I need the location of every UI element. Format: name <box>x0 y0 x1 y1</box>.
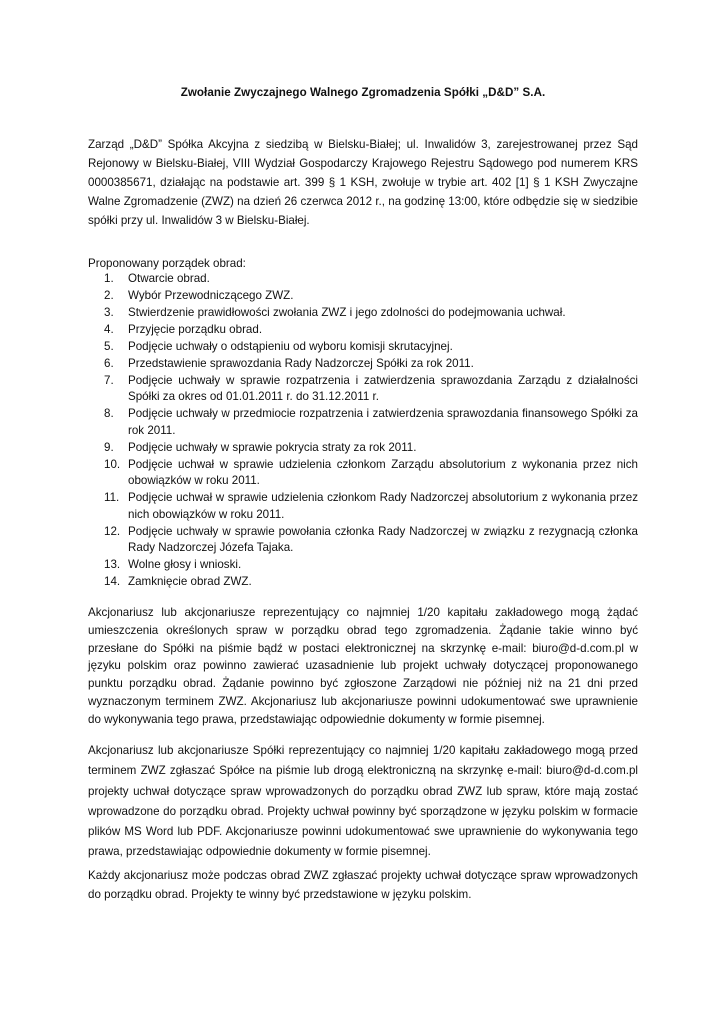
shareholder-meeting-proposals-paragraph: Każdy akcjonariusz może podczas obrad ZWZ zgłaszać projekty uchwał dotyczące spraw wprowadzonych do porządku obrad. Projekty te winny być przedstawione w języku polskim. <box>88 869 638 901</box>
agenda-item-number: 5. <box>104 340 114 353</box>
agenda-item <box>88 490 638 523</box>
agenda-item <box>88 440 638 456</box>
agenda-item <box>88 305 638 321</box>
agenda-item-number: 8. <box>104 407 114 421</box>
agenda-item-number: 11. <box>104 491 120 505</box>
agenda-item <box>88 339 638 355</box>
agenda-item-number: 12. <box>104 524 121 538</box>
agenda-item-text: Podjęcie uchwały w sprawie pokrycia straty za rok 2011. <box>128 440 417 454</box>
agenda-item-number: 13. <box>104 558 121 572</box>
agenda-item <box>88 557 638 573</box>
agenda-item <box>88 322 638 338</box>
agenda-item <box>88 373 638 406</box>
agenda-item-text: Podjęcie uchwał w sprawie udzielenia członkom Rady Nadzorczej absolutorium z wykonania przez nich obowiązków w roku 2011. <box>128 491 638 521</box>
intro-paragraph: Zarząd „D&D” Spółka Akcyjna z siedzibą w Bielsku-Białej; ul. Inwalidów 3, zarejestrowanej przez Sąd Rejonowy w Bielsku-Białej, VIII Wydział Gospodarczy Krajowego Rejestru Sądowego pod numerem KRS 0000385671, działając na podstawie art. 399 § 1 KSH, zwołuje w trybie art. 402 [1] § 1 KSH Zwyczajne Walne Zgromadzenie (ZWZ) na dzień 26 czerwca 2012 r., na godzinę 13:00, które odbędzie się w siedzibie spółki przy ul. Inwalidów 3 w Bielsku-Białej. <box>88 138 638 228</box>
agenda-label: Proponowany porządek obrad: <box>88 257 246 270</box>
agenda-item-text: Podjęcie uchwały w przedmiocie rozpatrzenia i zatwierdzenia sprawozdania finansowego Spółki za rok 2011. <box>128 407 638 437</box>
agenda-item <box>88 288 638 304</box>
agenda-item-text: Przyjęcie porządku obrad. <box>128 323 263 336</box>
agenda-item-number: 2. <box>104 289 114 302</box>
agenda-item-text: Podjęcie uchwał w sprawie udzielenia członkom Zarządu absolutorium z wykonania przez nich obowiązków w roku 2011. <box>128 457 638 488</box>
agenda-item-text: Podjęcie uchwały w sprawie powołania członka Rady Nadzorczej w związku z rezygnacją członka Rady Nadzorczej Józefa Tajaka. <box>128 524 638 555</box>
agenda-item-text: Podjęcie uchwały o odstąpieniu od wyboru komisji skrutacyjnej. <box>128 340 453 353</box>
agenda-item-number: 1. <box>104 272 114 285</box>
agenda-item-text: Podjęcie uchwały w sprawie rozpatrzenia i zatwierdzenia sprawozdania Zarządu z działalności Spółki za okres od 01.01.2011 r. do 31.12.2011 r. <box>128 374 638 404</box>
agenda-item-number: 10. <box>104 457 121 471</box>
agenda-item-number: 14. <box>104 575 121 589</box>
agenda-item <box>88 356 638 372</box>
agenda-item-number: 4. <box>104 323 114 336</box>
agenda-list <box>88 271 638 591</box>
agenda-item <box>88 574 638 590</box>
agenda-item <box>88 524 638 557</box>
agenda-item-text: Wolne głosy i wnioski. <box>128 558 242 572</box>
agenda-item <box>88 457 638 490</box>
document-title: Zwołanie Zwyczajnego Walnego Zgromadzenia Spółki „D&D” S.A. <box>180 86 546 99</box>
agenda-item-text: Wybór Przewodniczącego ZWZ. <box>128 289 294 302</box>
agenda-item-text: Zamknięcie obrad ZWZ. <box>128 575 252 589</box>
agenda-item-text: Otwarcie obrad. <box>128 272 210 285</box>
shareholder-agenda-request-paragraph: Akcjonariusz lub akcjonariusze reprezentujący co najmniej 1/20 kapitału zakładowego mogą żądać umieszczenia określonych spraw w porządku obrad tego zgromadzenia. Żądanie takie winno być przesłane do Spółki na piśmie bądź w postaci elektronicznej na skrzynkę e-mail: biuro@d-d.com.pl w języku polskim oraz powinno zawierać uzasadnienie lub projekt uchwały dotyczącej proponowanego punktu porządku obrad. Żądanie powinno być zgłoszone Zarządowi nie później niż na 21 dni przed wyznaczonym terminem ZWZ. Akcjonariusz lub akcjonariusze powinni udokumentować swe uprawnienie do wykonywania tego prawa, przedstawiając odpowiednie dokumenty w formie pisemnej. <box>88 606 638 726</box>
agenda-item <box>88 406 638 439</box>
shareholder-resolution-draft-paragraph: Akcjonariusz lub akcjonariusze Spółki reprezentujący co najmniej 1/20 kapitału zakładowego mogą przed terminem ZWZ zgłaszać Spółce na piśmie lub drogą elektroniczną na skrzynkę e-mail: biuro@d-d.com.pl projekty uchwał dotyczące spraw wprowadzonych do porządku obrad ZWZ lub spraw, które mają zostać wprowadzone do porządku obrad. Projekty uchwał powinny być sporządzone w języku polskim w formacie plików MS Word lub PDF. Akcjonariusze powinni udokumentować swe uprawnienie do wykonywania tego prawa, przedstawiając odpowiednie dokumenty w formie pisemnej. <box>88 744 638 859</box>
agenda-item-number: 6. <box>104 357 114 370</box>
agenda-item <box>88 271 638 287</box>
agenda-item-number: 7. <box>104 374 114 387</box>
agenda-item-number: 9. <box>104 440 114 454</box>
agenda-item-text: Stwierdzenie prawidłowości zwołania ZWZ i jego zdolności do podejmowania uchwał. <box>128 306 566 319</box>
agenda-item-text: Przedstawienie sprawozdania Rady Nadzorczej Spółki za rok 2011. <box>128 357 474 370</box>
agenda-item-number: 3. <box>104 306 114 319</box>
